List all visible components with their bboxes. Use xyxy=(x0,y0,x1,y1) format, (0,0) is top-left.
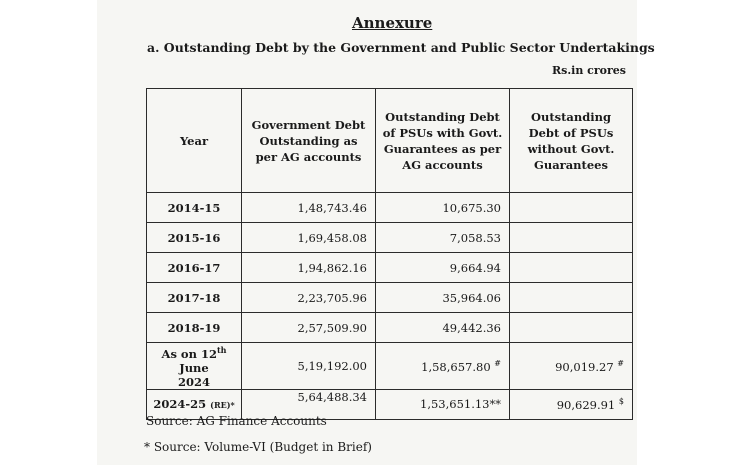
govt-debt-cell: 5,64,488.34 xyxy=(242,389,376,419)
year-text-month: June xyxy=(179,360,209,375)
year-cell: 2016-17 xyxy=(147,253,242,283)
year-text: As on 12 xyxy=(161,346,217,361)
header-psu-without-guarantee: Outstanding Debt of PSUs without Govt. Guarantees xyxy=(510,89,633,193)
govt-debt-cell: 2,23,705.96 xyxy=(242,283,376,313)
psu-with-cell xyxy=(376,343,510,390)
govt-debt-cell: 5,19,192.00 xyxy=(242,343,376,390)
value-text: 90,629.91 xyxy=(556,397,616,412)
year-cell xyxy=(147,343,242,390)
govt-debt-cell: 1,94,862.16 xyxy=(242,253,376,283)
year-cell: 2018-19 xyxy=(147,313,242,343)
psu-without-cell xyxy=(510,313,633,343)
value-text: 1,58,657.80 xyxy=(421,359,491,374)
psu-with-cell: 10,675.30 xyxy=(376,193,510,223)
table-row xyxy=(147,283,633,313)
psu-without-cell xyxy=(510,253,633,283)
table-row xyxy=(147,253,633,283)
header-govt-debt: Government Debt Outstanding as per AG accounts xyxy=(242,89,376,193)
year-cell: 2015-16 xyxy=(147,223,242,253)
footnote-mark: # xyxy=(494,358,501,368)
psu-with-cell: 49,442.36 xyxy=(376,313,510,343)
govt-debt-cell: 1,48,743.46 xyxy=(242,193,376,223)
psu-without-cell xyxy=(510,343,633,390)
govt-debt-cell: 1,69,458.08 xyxy=(242,223,376,253)
table-row xyxy=(147,193,633,223)
footnote-mark: # xyxy=(617,358,624,368)
psu-with-cell: 9,664.94 xyxy=(376,253,510,283)
source-footnote: Source: AG Finance Accounts xyxy=(146,414,327,428)
table-header-row xyxy=(147,89,633,193)
table-row xyxy=(147,223,633,253)
header-psu-with-guarantee: Outstanding Debt of PSUs with Govt. Guarantees as per AG accounts xyxy=(376,89,510,193)
debt-table xyxy=(146,88,633,420)
footnote-mark: $ xyxy=(618,396,624,406)
psu-with-cell: 7,058.53 xyxy=(376,223,510,253)
psu-without-cell xyxy=(510,283,633,313)
star-source-footnote: * Source: Volume-VI (Budget in Brief) xyxy=(144,440,372,454)
year-tag: (RE)* xyxy=(210,400,235,411)
header-year: Year xyxy=(147,89,242,193)
psu-with-cell: 35,964.06 xyxy=(376,283,510,313)
table-subtitle: a. Outstanding Debt by the Government and Public Sector Undertakings xyxy=(147,40,655,55)
ordinal-suffix: th xyxy=(216,345,227,355)
annexure-title: Annexure xyxy=(352,14,433,32)
psu-without-cell xyxy=(510,389,633,419)
year-text: 2024-25 xyxy=(153,397,207,412)
psu-without-cell xyxy=(510,193,633,223)
units-label: Rs.in crores xyxy=(552,64,626,77)
year-cell: 2014-15 xyxy=(147,193,242,223)
psu-with-cell: 1,53,651.13** xyxy=(376,389,510,419)
table-row xyxy=(147,313,633,343)
psu-without-cell xyxy=(510,223,633,253)
table-row xyxy=(147,343,633,390)
value-text: 90,019.27 xyxy=(555,359,614,374)
year-cell: 2017-18 xyxy=(147,283,242,313)
year-text-line2: 2024 xyxy=(177,374,210,389)
govt-debt-cell: 2,57,509.90 xyxy=(242,313,376,343)
